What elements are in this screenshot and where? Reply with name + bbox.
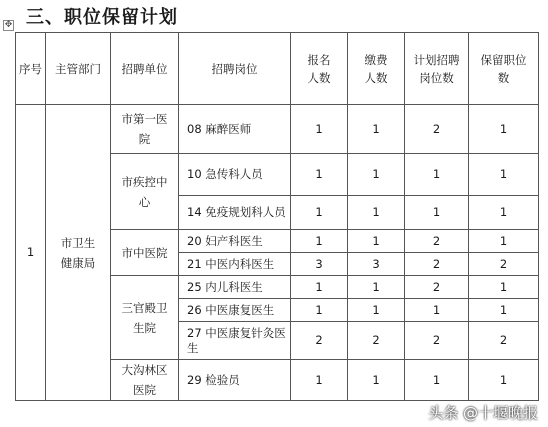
cell-paid: 2 — [348, 322, 405, 360]
cell-planned: 2 — [405, 322, 469, 360]
cell-retained: 1 — [469, 299, 539, 322]
cell-dept: 市卫生健康局 — [46, 105, 111, 401]
header-unit: 招聘单位 — [111, 33, 179, 105]
cell-applied: 1 — [291, 360, 348, 401]
cell-unit: 市中医院 — [111, 230, 179, 276]
header-retained: 保留职位数 — [469, 33, 539, 105]
cell-applied: 1 — [291, 196, 348, 230]
move-handle-icon[interactable]: ✥ — [4, 20, 13, 30]
cell-planned: 2 — [405, 105, 469, 154]
header-applied: 报名人数 — [291, 33, 348, 105]
header-dept: 主管部门 — [46, 33, 111, 105]
cell-planned: 1 — [405, 196, 469, 230]
header-post: 招聘岗位 — [179, 33, 291, 105]
cell-paid: 1 — [348, 105, 405, 154]
cell-post: 26 中医康复医生 — [179, 299, 291, 322]
cell-planned: 1 — [405, 360, 469, 401]
table-header-row — [16, 33, 539, 105]
cell-unit: 市疾控中心 — [111, 154, 179, 230]
cell-planned: 1 — [405, 299, 469, 322]
header-seq: 序号 — [16, 33, 46, 105]
cell-paid: 1 — [348, 154, 405, 196]
cell-planned: 2 — [405, 230, 469, 253]
cell-unit: 三官殿卫生院 — [111, 276, 179, 360]
cell-paid: 1 — [348, 276, 405, 299]
cell-post: 20 妇产科医生 — [179, 230, 291, 253]
table-row — [16, 105, 539, 154]
section-title: 三、职位保留计划 — [26, 7, 178, 28]
cell-post: 21 中医内科医生 — [179, 253, 291, 276]
cell-applied: 1 — [291, 299, 348, 322]
cell-post: 10 急传科人员 — [179, 154, 291, 196]
cell-post: 14 免疫规划科人员 — [179, 196, 291, 230]
cell-applied: 2 — [291, 322, 348, 360]
cell-paid: 1 — [348, 299, 405, 322]
cell-retained: 1 — [469, 105, 539, 154]
cell-planned: 2 — [405, 253, 469, 276]
header-paid: 缴费人数 — [348, 33, 405, 105]
cell-paid: 1 — [348, 360, 405, 401]
cell-applied: 1 — [291, 230, 348, 253]
cell-post: 25 内儿科医生 — [179, 276, 291, 299]
cell-paid: 1 — [348, 196, 405, 230]
cell-paid: 3 — [348, 253, 405, 276]
cell-retained: 1 — [469, 230, 539, 253]
watermark: 头条 @十堰晚报 — [428, 404, 538, 422]
cell-applied: 1 — [291, 105, 348, 154]
header-planned: 计划招聘岗位数 — [405, 33, 469, 105]
cell-retained: 1 — [469, 196, 539, 230]
cell-paid: 1 — [348, 230, 405, 253]
cell-post: 08 麻醉医师 — [179, 105, 291, 154]
cell-applied: 3 — [291, 253, 348, 276]
position-retention-table — [15, 32, 539, 401]
cell-unit: 市第一医院 — [111, 105, 179, 154]
cell-unit: 大沟林区医院 — [111, 360, 179, 401]
cell-retained: 2 — [469, 253, 539, 276]
cell-post: 29 检验员 — [179, 360, 291, 401]
cell-planned: 1 — [405, 154, 469, 196]
cell-retained: 2 — [469, 322, 539, 360]
cell-post: 27 中医康复针灸医生 — [179, 322, 291, 360]
cell-retained: 1 — [469, 276, 539, 299]
cell-seq: 1 — [16, 105, 46, 401]
cell-retained: 1 — [469, 360, 539, 401]
cell-applied: 1 — [291, 276, 348, 299]
cell-retained: 1 — [469, 154, 539, 196]
cell-planned: 2 — [405, 276, 469, 299]
cell-applied: 1 — [291, 154, 348, 196]
